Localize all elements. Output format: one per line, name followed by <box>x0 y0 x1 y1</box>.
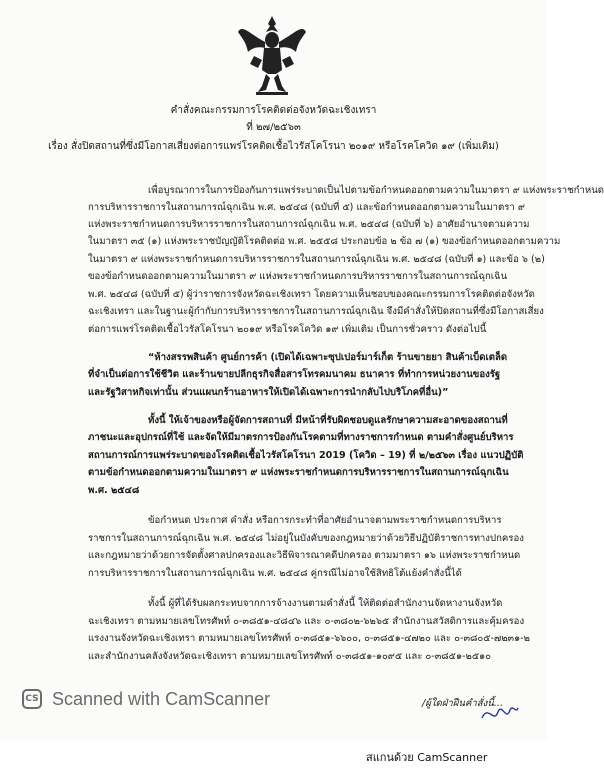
paragraph-line: การบริหารราชการในสถานการณ์ฉุกเฉิน พ.ศ. ๒๕๔๘ คู่กรณีไม่อาจใช้สิทธิโต้แย้งคำสั่งนี้ได้ <box>88 568 462 579</box>
order-number: ที่ ๒๗/๒๕๖๓ <box>246 122 301 133</box>
paragraph-line: ทั้งนี้ ผู้ที่ได้รับผลกระทบจากการจ้างงานตามคำสั่งนี้ ให้ติดต่อสำนักงานจัดหางานจังหวัด <box>148 598 503 609</box>
order-subject: เรื่อง สั่งปิดสถานที่ซึ่งมีโอกาสเสี่ยงต่อการแพร่โรคติดเชื้อไวรัสโคโรนา ๒๐๑๙ หรือโรคโควิด ๑๙ (เพิ่มเติม) <box>48 141 499 152</box>
camscanner-footer-label: สแกนด้วย CamScanner <box>366 751 488 764</box>
org-title: คำสั่งคณะกรรมการโรคติดต่อจังหวัดฉะเชิงเทรา <box>170 105 377 116</box>
camscanner-logo-icon: CS <box>22 689 42 709</box>
paragraph-line: ตามข้อกำหนดออกตามความในมาตรา ๙ แห่งพระราชกำหนดการบริหารราชการในสถานการณ์ฉุกเฉิน <box>88 467 509 478</box>
camscanner-footer <box>0 740 547 768</box>
paragraph-line: ฉะเชิงเทรา ตามหมายเลขโทรศัพท์ ๐-๓๘๕๑-๔๘๔๖ และ ๐-๓๘๐๒-๖๒๖๕ สำนักงานสวัสดิการและคุ้มครอง <box>88 616 525 627</box>
paragraph-line: พ.ศ. ๒๕๔๘ (ฉบับที่ ๕) ผู้ว่าราชการจังหวัดฉะเชิงเทรา โดยความเห็นชอบของคณะกรรมการโรคติดต่อจังหวัด <box>88 289 535 300</box>
garuda-emblem-icon <box>236 12 308 98</box>
paragraph-line: ต่อการแพร่โรคติดเชื้อไวรัสโคโรนา ๒๐๑๙ หรือโรคโควิด ๑๙ เพิ่มเติม เป็นการชั่วคราว ดังต่อไปนี้ <box>88 324 487 335</box>
paragraph-line: ในมาตรา ๙ แห่งพระราชกำหนดการบริหารราชการในสถานการณ์ฉุกเฉิน พ.ศ. ๒๕๔๘ (ฉบับที่ ๑) และข้อ ๖ (๒) <box>88 254 545 265</box>
camscanner-watermark: Scanned with CamScanner <box>52 689 271 709</box>
continuation-note: /ผู้ใดฝ่าฝืนคำสั่งนี้... <box>422 698 504 709</box>
paragraph-line: ของข้อกำหนดออกตามความในมาตรา ๙ แห่งพระราชกำหนดการบริหารราชการในสถานการณ์ฉุกเฉิน <box>88 271 508 282</box>
paragraph-line: พ.ศ. ๒๕๔๘ <box>88 485 140 496</box>
paragraph-line: ฉะเชิงเทรา และในฐานะผู้กำกับการบริหารราชการในสถานการณ์ฉุกเฉิน จึงมีคำสั่งให้ปิดสถานที่ซึ่งมีโอกาสเสี่ยง <box>88 306 544 317</box>
paragraph-line: การบริหารราชการในสถานการณ์ฉุกเฉิน พ.ศ. ๒๕๔๘ (ฉบับที่ ๕) และข้อกำหนดออกตามความในมาตรา ๙ <box>88 202 525 213</box>
paragraph-line: ราชการในสถานการณ์ฉุกเฉิน พ.ศ. ๒๕๔๘ ไม่อยู่ในบังคับของกฎหมายว่าด้วยวิธีปฏิบัติราชการทางปกครอง <box>88 533 524 544</box>
paragraph-line: แห่งพระราชกำหนดการบริหารราชการในสถานการณ์ฉุกเฉิน พ.ศ. ๒๕๔๘ (ฉบับที่ ๖) อาศัยอำนาจตามความ <box>88 219 530 230</box>
quote-line: และรัฐวิสาหกิจเท่านั้น ส่วนแผนกร้านอาหารให้เปิดได้เฉพาะการนำกลับไปบริโภคที่อื่น)” <box>88 387 449 398</box>
paragraph-line: ข้อกำหนด ประกาศ คำสั่ง หรือการกระทำที่อาศัยอำนาจตามพระราชกำหนดการบริหาร <box>148 515 502 526</box>
quote-line: ที่จำเป็นต่อการใช้ชีวิต และร้านขายปลีกธุรกิจสื่อสารโทรคมนาคม ธนาคาร ที่ทำการหน่วยงานของรัฐ <box>88 369 501 380</box>
quote-line: “ห้างสรรพสินค้า ศูนย์การค้า (เปิดได้เฉพาะซุปเปอร์มาร์เก็ต ร้านขายยา สินค้าเบ็ดเตล็ด <box>148 352 508 363</box>
paragraph-line: แรงงานจังหวัดฉะเชิงเทรา ตามหมายเลขโทรศัพท์ ๐-๓๘๕๑-๖๖๐๐, ๐-๓๘๕๑-๔๗๒๐ และ ๐-๓๘๐๕-๗๒๓๑-๒ <box>88 633 530 644</box>
paragraph-line: และสำนักงานคลังจังหวัดฉะเชิงเทรา ตามหมายเลขโทรศัพท์ ๐-๓๘๕๑-๑๐๙๕ และ ๐-๓๘๕๑-๒๕๑๐ <box>88 651 492 662</box>
paragraph-line: ภาชนะและอุปกรณ์ที่ใช้ และจัดให้มีมาตรการป้องกันโรคตามที่ทางราชการกำหนด ตามคำสั่งศูนย์บริหาร <box>88 432 514 443</box>
signature-scribble-icon <box>480 700 520 726</box>
paragraph-line: ทั้งนี้ ให้เจ้าของหรือผู้จัดการสถานที่ มีหน้าที่รับผิดชอบดูแลรักษาความสะอาดของสถานที่ <box>148 415 508 426</box>
paragraph-line: ในมาตรา ๓๕ (๑) แห่งพระราชบัญญัติโรคติดต่อ พ.ศ. ๒๕๕๘ ประกอบข้อ ๒ ข้อ ๗ (๑) ของข้อกำหนดออกตามความ <box>88 236 561 247</box>
paragraph-line: เพื่อบูรณาการในการป้องกันการแพร่ระบาดเป็นไปตามข้อกำหนดออกตามความในมาตรา ๙ แห่งพระราชกำหนด <box>148 185 604 196</box>
paragraph-line: และกฎหมายว่าด้วยการจัดตั้งศาลปกครองและวิธีพิจารณาคดีปกครอง ตามมาตรา ๑๖ แห่งพระราชกำหนด <box>88 550 521 561</box>
paragraph-line: สถานการณ์การแพร่ระบาดของโรคติดเชื้อไวรัสโคโรนา 2019 (โควิด – 19) ที่ ๒/๒๕๖๓ เรื่อง แนวปฏิบัติ <box>88 450 524 461</box>
